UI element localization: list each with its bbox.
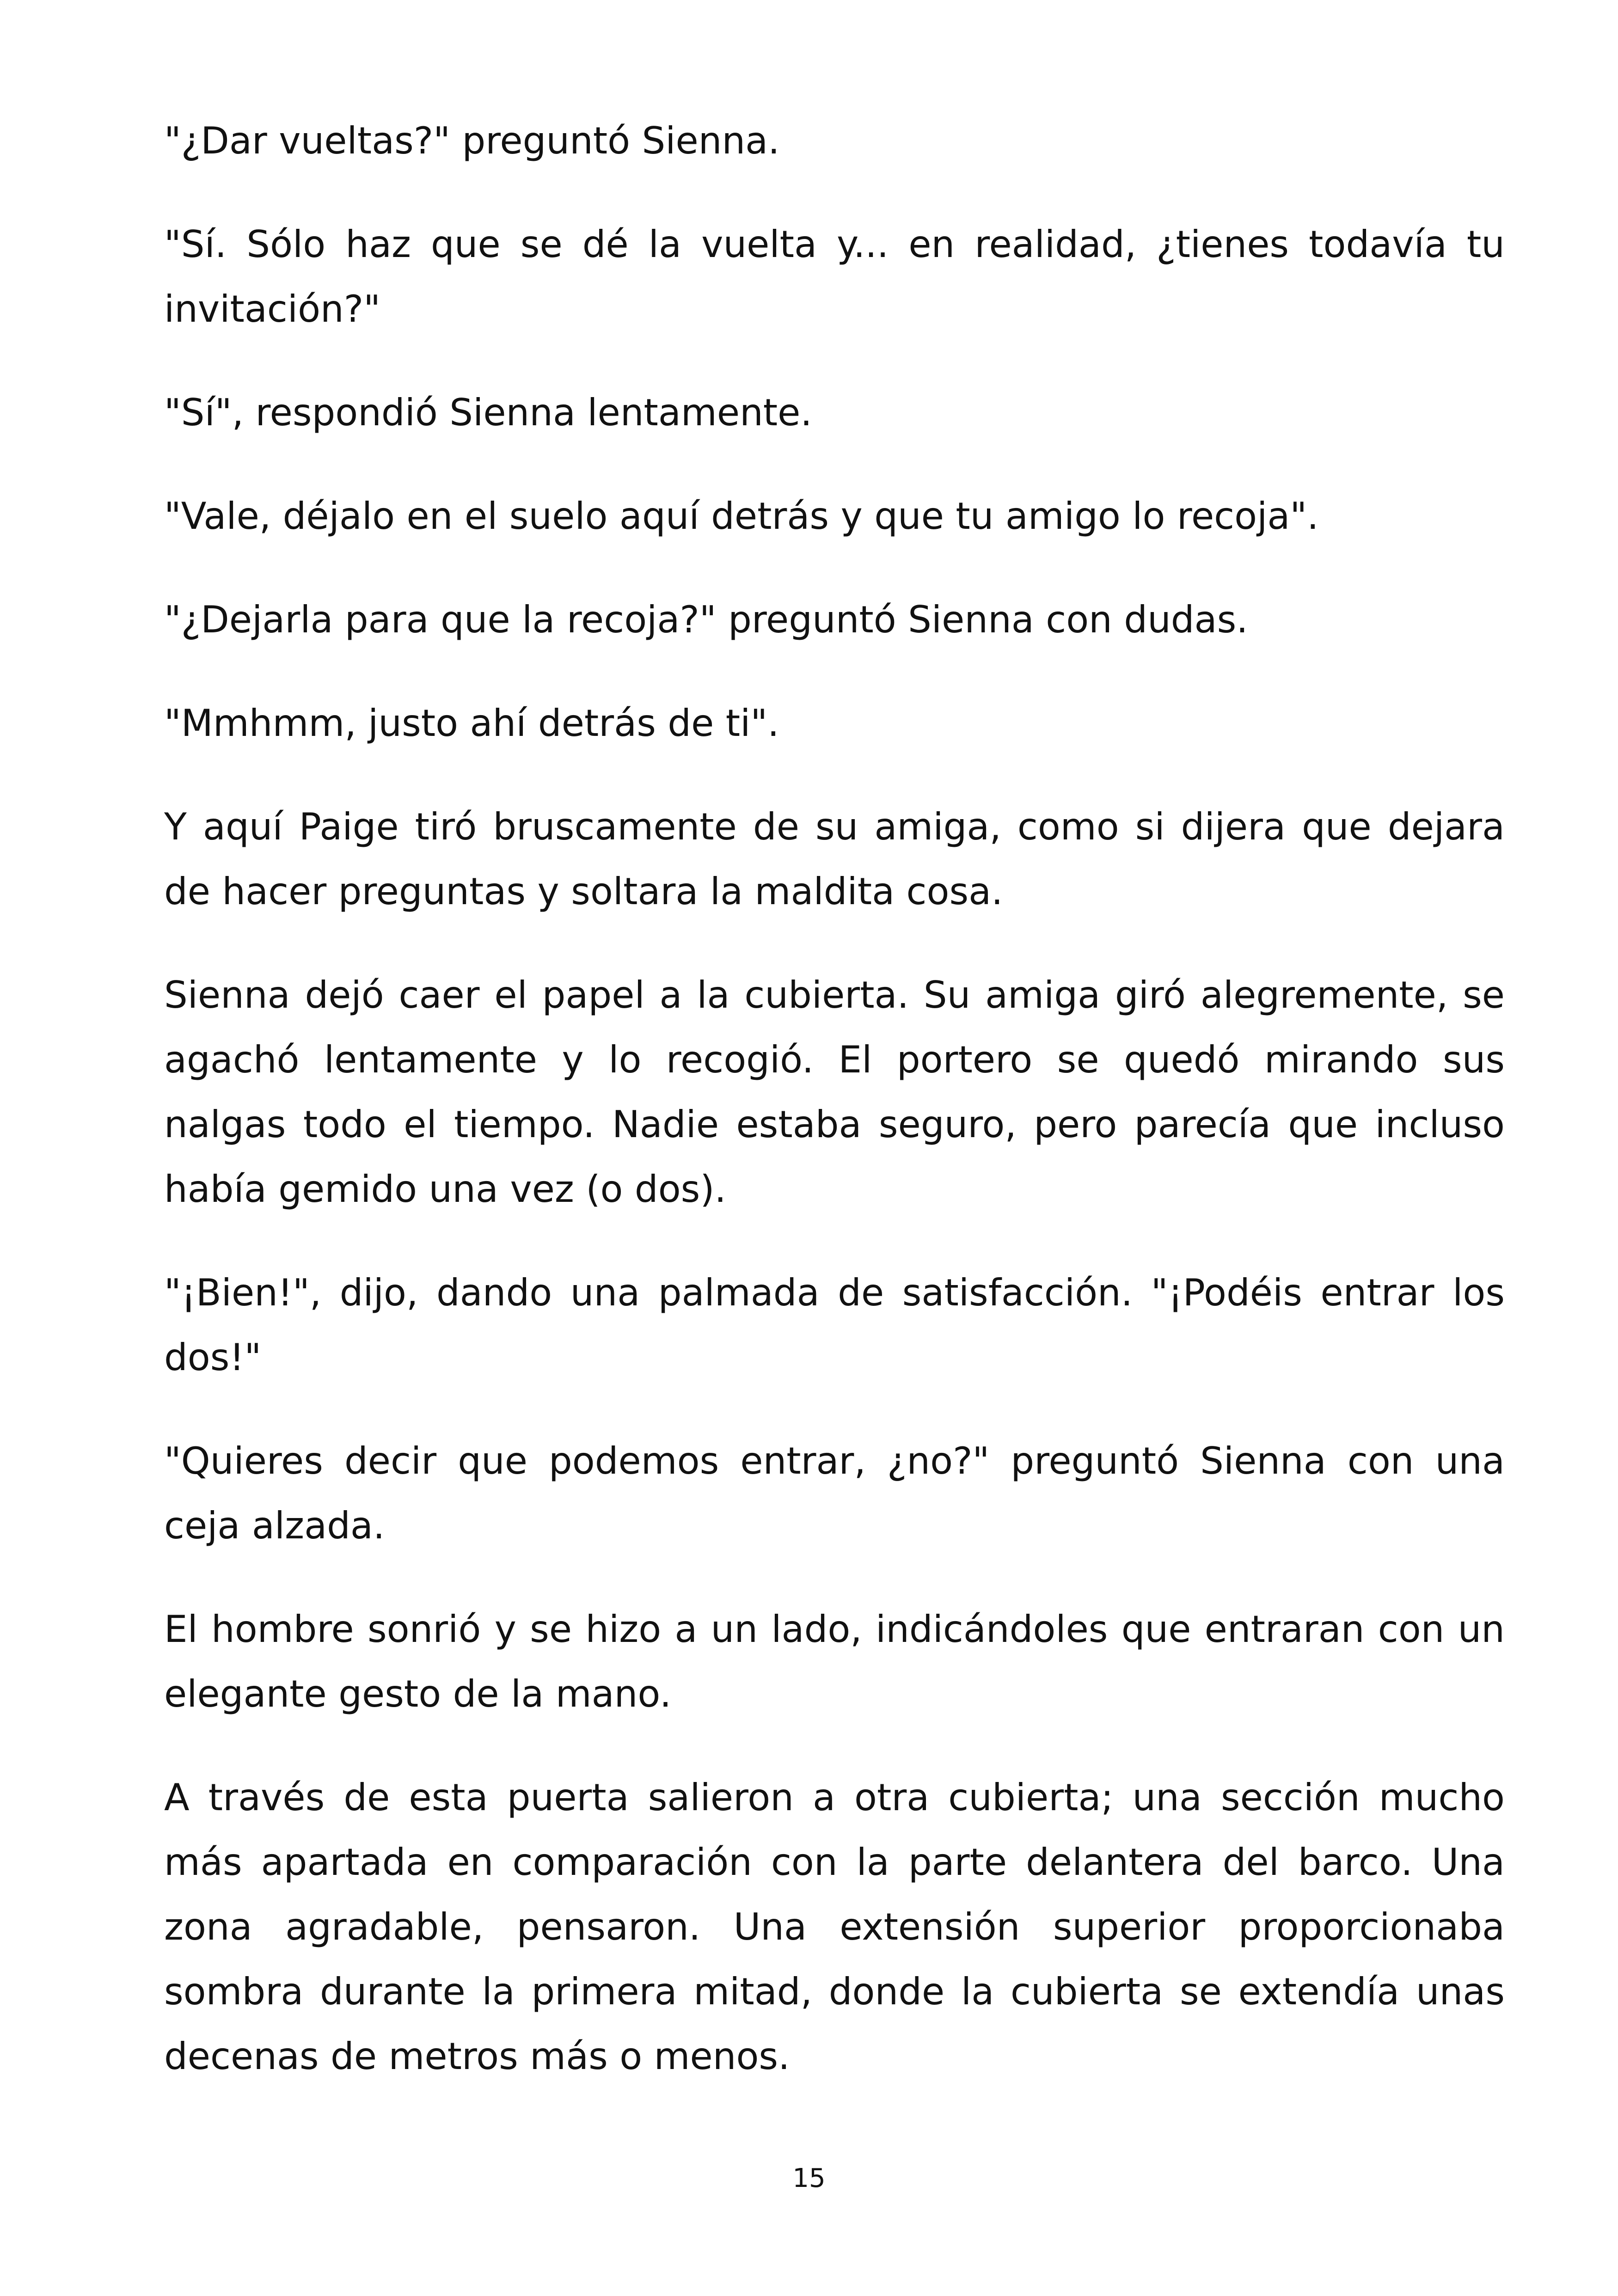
- paragraph-1: "¿Dar vueltas?" preguntó Sienna.: [164, 119, 780, 162]
- paragraph-6: "Mmhmm, justo ahí detrás de ti".: [164, 702, 779, 745]
- paragraph-3: "Sí", respondió Sienna lentamente.: [164, 391, 812, 434]
- paragraph-12: A través de esta puerta salieron a otra cubierta; una sección mucho más apartada en comparación con la parte delantera del barco. Una zona agradable, pensaron. Una extensión superior proporcionaba sombra durante la primera mitad, donde la cubierta se extendía unas decenas de metros más o menos.: [164, 1776, 1505, 2078]
- paragraph-5: "¿Dejarla para que la recoja?" preguntó Sienna con dudas.: [164, 598, 1248, 641]
- paragraph-9: "¡Bien!", dijo, dando una palmada de satisfacción. "¡Podéis entrar los dos!": [164, 1271, 1505, 1379]
- paragraph-7: Y aquí Paige tiró bruscamente de su amiga, como si dijera que dejara de hacer preguntas y soltara la maldita cosa.: [164, 805, 1505, 913]
- page-number: 15: [792, 2163, 826, 2193]
- paragraph-4: "Vale, déjalo en el suelo aquí detrás y que tu amigo lo recoja".: [164, 495, 1319, 538]
- paragraph-10: "Quieres decir que podemos entrar, ¿no?" preguntó Sienna con una ceja alzada.: [164, 1439, 1505, 1547]
- paragraph-11: El hombre sonrió y se hizo a un lado, indicándoles que entraran con un elegante gesto de la mano.: [164, 1608, 1505, 1715]
- text-body: [164, 109, 1505, 2128]
- paragraph-8: Sienna dejó caer el papel a la cubierta. Su amiga giró alegremente, se agachó lentamente y lo recogió. El portero se quedó mirando sus nalgas todo el tiempo. Nadie estaba seguro, pero parecía que incluso había gemido una vez (o dos).: [164, 974, 1505, 1211]
- paragraph-2: "Sí. Sólo haz que se dé la vuelta y... en realidad, ¿tienes todavía tu invitación?": [164, 223, 1505, 331]
